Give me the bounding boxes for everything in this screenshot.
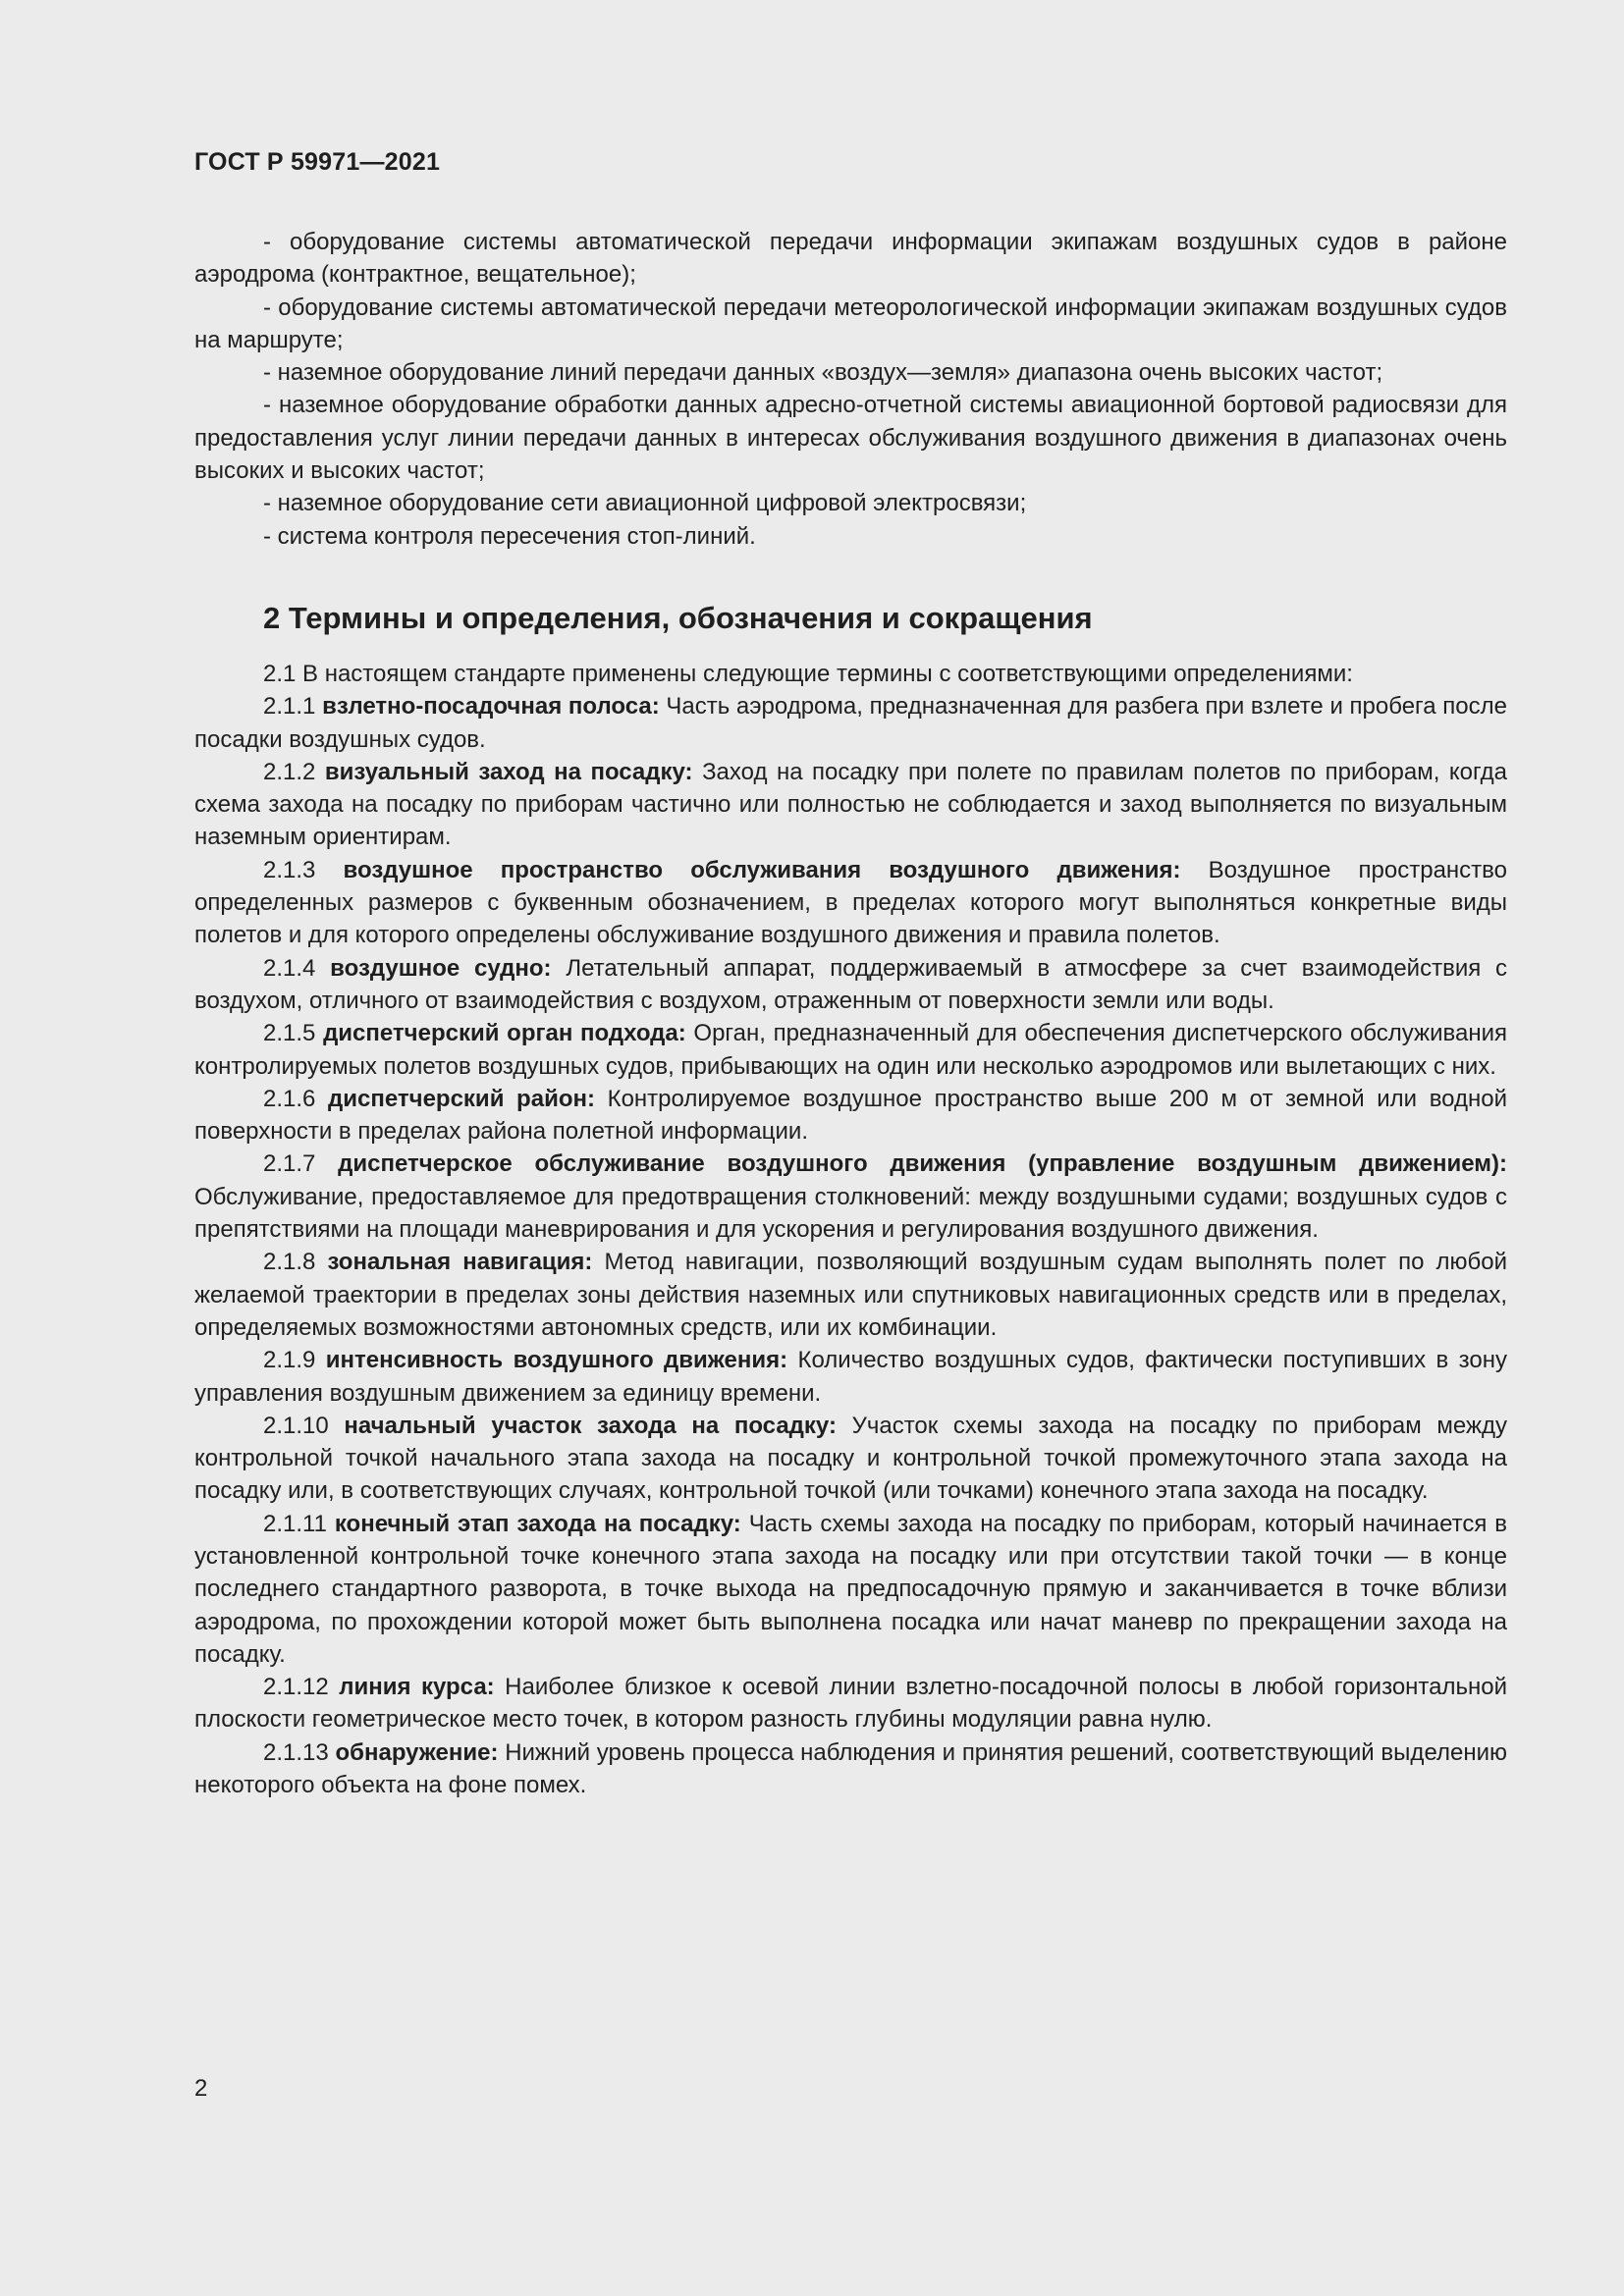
term-name: зональная навигация:: [327, 1249, 593, 1276]
term-number: 2.1.3: [263, 856, 316, 883]
term-definition: Воздушное пространство определенных размеров с буквенным обозначением, в пределах которого могут выполняться конкретные виды полетов и для которого определены обслуживание воздушного движения и правила полетов.: [194, 856, 1507, 949]
term-definition: Участок схемы захода на посадку по приборам между контрольной точкой начального этапа захода на посадку и контрольной точкой промежуточного этапа захода на посадку или, в соответствующих случаях, контрольной точкой (или точками) конечного этапа захода на посадку.: [194, 1412, 1507, 1505]
term-name: диспетчерское обслуживание воздушного движения (управление воздушным движением):: [338, 1150, 1507, 1178]
term-number: 2.1.1: [263, 693, 316, 721]
term-number: 2.1.5: [263, 1020, 316, 1047]
section-intro: 2.1 В настоящем стандарте применены следующие термины с соответствующими определениями:: [263, 660, 1353, 687]
term-definition: Количество воздушных судов, фактически поступивших в зону управления воздушным движением за единицу времени.: [194, 1347, 1507, 1407]
term-number: 2.1.4: [263, 954, 316, 982]
term-name: начальный участок захода на посадку:: [344, 1412, 837, 1439]
term-entry: [194, 952, 1507, 1018]
term-name: воздушное пространство обслуживания воздушного движения:: [343, 856, 1181, 883]
section-title: 2 Термины и определения, обозначения и сокращения: [263, 600, 1093, 635]
term-number: 2.1.6: [263, 1085, 316, 1112]
term-entry: [194, 1017, 1507, 1083]
term-name: визуальный заход на посадку:: [324, 758, 693, 785]
term-definition: Метод навигации, позволяющий воздушным судам выполнять полет по любой желаемой траектории в пределах зоны действия наземных или спутниковых навигационных средств или в пределах, определяемых возможностями автономных средств, или их комбинации.: [194, 1249, 1508, 1341]
term-definition: Часть аэродрома, предназначенная для разбега при взлете и пробега после посадки воздушных судов.: [194, 693, 1507, 753]
list-item: - наземное оборудование обработки данных адресно-отчетной системы авиационной бортовой радиосвязи для предоставления услуг линии передачи данных в интересах обслуживания воздушного движения в диапазонах очень высоких и высоких частот;: [194, 392, 1507, 485]
equipment-list: [194, 226, 1507, 553]
terms-list: [194, 690, 1507, 1801]
list-item: - оборудование системы автоматической передачи информации экипажам воздушных судов в районе аэродрома (контрактное, вещательное);: [194, 229, 1507, 289]
term-name: линия курса:: [339, 1674, 495, 1701]
term-definition: Нижний уровень процесса наблюдения и принятия решений, соответствующий выделению некоторого объекта на фоне помех.: [194, 1738, 1507, 1799]
term-definition: Обслуживание, предоставляемое для предотвращения столкновений: между воздушными судами; воздушных судов с препятствиями на площади маневрирования и для ускорения и регулирования воздушного движения.: [194, 1183, 1507, 1244]
term-name: интенсивность воздушного движения:: [325, 1347, 788, 1374]
list-item: - оборудование системы автоматической передачи метеорологической информации экипажам воздушных судов на маршруте;: [194, 294, 1507, 353]
term-name: диспетчерский орган подхода:: [323, 1020, 686, 1047]
term-definition: Летательный аппарат, поддерживаемый в атмосфере за счет взаимодействия с воздухом, отличного от взаимодействия с воздухом, отраженным от поверхности земли или воды.: [194, 954, 1508, 1014]
term-number: 2.1.10: [263, 1412, 329, 1439]
term-name: обнаружение:: [335, 1738, 499, 1766]
term-definition: Наиболее близкое к осевой линии взлетно-посадочной полосы в любой горизонтальной плоскости геометрическое место точек, в котором разность глубины модуляции равна нулю.: [194, 1674, 1508, 1734]
term-entry: [194, 1671, 1507, 1736]
term-number: 2.1.2: [263, 758, 316, 785]
term-definition: Орган, предназначенный для обеспечения диспетчерского обслуживания контролируемых полетов воздушных судов, прибывающих на один или несколько аэродромов или вылетающих с них.: [194, 1020, 1507, 1080]
term-number: 2.1.13: [263, 1738, 329, 1766]
list-item: - наземное оборудование сети авиационной цифровой электросвязи;: [263, 490, 1027, 517]
term-definition: Часть схемы захода на посадку по приборам, который начинается в установленной контрольной точке конечного этапа захода на посадку или при отсутствии такой точки — в конце последнего стандартного разворота, в точке выхода на предпосадочную прямую и заканчивается в точке вблизи аэродрома, по прохождении которой может быть выполнена посадка или начат маневр по прекращении захода на посадку.: [194, 1510, 1507, 1668]
list-item: - наземное оборудование линий передачи данных «воздух—земля» диапазона очень высоких частот;: [263, 359, 1383, 387]
document-body: [194, 226, 1507, 1801]
term-number: 2.1.8: [263, 1249, 316, 1276]
term-number: 2.1.9: [263, 1347, 316, 1374]
term-name: диспетчерский район:: [328, 1085, 595, 1112]
document-header: ГОСТ Р 59971—2021: [194, 148, 441, 176]
term-entry: [194, 1246, 1507, 1344]
page-number: 2: [194, 2075, 208, 2102]
term-name: конечный этап захода на посадку:: [334, 1510, 741, 1537]
term-name: взлетно-посадочная полоса:: [322, 693, 660, 721]
term-entry: [194, 1410, 1507, 1508]
term-definition: Контролируемое воздушное пространство выше 200 м от земной или водной поверхности в пределах района полетной информации.: [194, 1085, 1507, 1146]
term-entry: [194, 1508, 1507, 1671]
term-entry: [194, 756, 1507, 854]
term-number: 2.1.12: [263, 1674, 329, 1701]
term-entry: [194, 854, 1507, 952]
term-definition: Заход на посадку при полете по правилам полетов по приборам, когда схема захода на посадку по приборам частично или полностью не соблюдается и заход выполняется по визуальным наземным ориентирам.: [194, 758, 1508, 851]
term-entry: [194, 1736, 1507, 1802]
term-number: 2.1.7: [263, 1150, 316, 1178]
term-entry: [194, 690, 1507, 756]
list-item: - система контроля пересечения стоп-линий.: [263, 522, 756, 550]
term-entry: [194, 1083, 1507, 1148]
term-entry: [194, 1344, 1507, 1410]
term-number: 2.1.11: [263, 1510, 327, 1537]
term-name: воздушное судно:: [330, 954, 552, 982]
term-entry: [194, 1148, 1507, 1246]
